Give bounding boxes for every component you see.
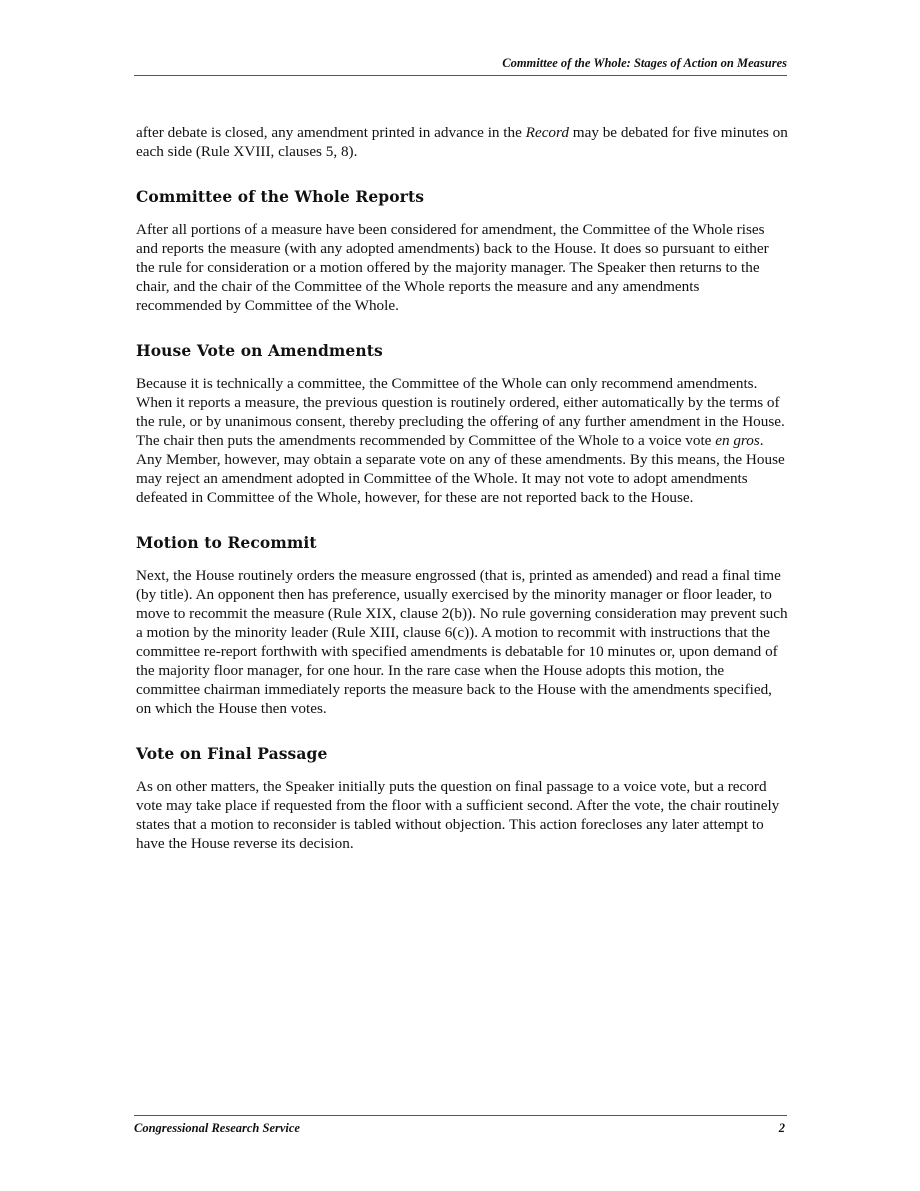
- running-title: Committee of the Whole: Stages of Action on Measures: [502, 56, 787, 70]
- house-vote-text-end: . Any Member, however, may obtain a separate vote on any of these amendments. By this means, the House may reject an amendment adopted in Committee of the Whole. It may not vote to adopt amendments defeated in Committee of the Whole, however, for these are not reported back to the House.: [136, 432, 785, 506]
- section-paragraph-house-vote: [136, 374, 788, 507]
- section-paragraph-recommit: Next, the House routinely orders the measure engrossed (that is, printed as amended) and read a final time (by title). An opponent then has preference, usually exercised by the minority manager or floor leader, to move to recommit the measure (Rule XIX, clause 2(b)). No rule governing consideration may prevent such a motion by the minority leader (Rule XIII, clause 6(c)). A motion to recommit with instructions that the committee re-report forthwith with specified amendments is debatable for 10 minutes or, upon demand of the majority floor manager, for one hour. In the rare case when the House adopts this motion, the committee chairman immediately reports the measure back to the House with the amendments specified, on which the House then votes.: [136, 567, 788, 717]
- intro-italic: Record: [525, 124, 569, 141]
- section-heading-recommit: Motion to Recommit: [136, 533, 317, 552]
- footer-source: Congressional Research Service: [134, 1121, 300, 1135]
- page-number: 2: [778, 1121, 785, 1135]
- page-footer: [134, 1115, 787, 1136]
- section-heading-final-passage: Vote on Final Passage: [136, 744, 328, 763]
- running-header: [134, 56, 787, 76]
- intro-text-start: after debate is closed, any amendment printed in advance in the: [136, 124, 526, 141]
- section-paragraph-final-passage: As on other matters, the Speaker initially puts the question on final passage to a voice vote, but a record vote may take place if requested from the floor with a sufficient second. After the vote, the chair routinely states that a motion to reconsider is tabled without objection. This action forecloses any later attempt to have the House reverse its decision.: [136, 778, 780, 852]
- section-paragraph-reports: After all portions of a measure have been considered for amendment, the Committee of the Whole rises and reports the measure (with any adopted amendments) back to the House. It does so pursuant to either the rule for consideration or a motion offered by the majority manager. The Speaker then returns to the chair, and the chair of the Committee of the Whole reports the measure and any amendments recommended by Committee of the Whole.: [136, 221, 769, 314]
- intro-paragraph: [136, 123, 788, 161]
- intro-text-end: may be debated for five minutes on each side (Rule XVIII, clauses 5, 8).: [136, 124, 788, 160]
- house-vote-text-start: Because it is technically a committee, the Committee of the Whole can only recommend amendments. When it reports a measure, the previous question is routinely ordered, either automatically by the terms of the rule, or by unanimous consent, thereby precluding the offering of any further amendment in the House. The chair then puts the amendments recommended by Committee of the Whole to a voice vote: [136, 375, 785, 449]
- house-vote-italic: en gros: [715, 432, 760, 449]
- section-heading-house-vote: House Vote on Amendments: [136, 341, 383, 360]
- page-body: [136, 123, 788, 853]
- section-heading-reports: Committee of the Whole Reports: [136, 187, 425, 206]
